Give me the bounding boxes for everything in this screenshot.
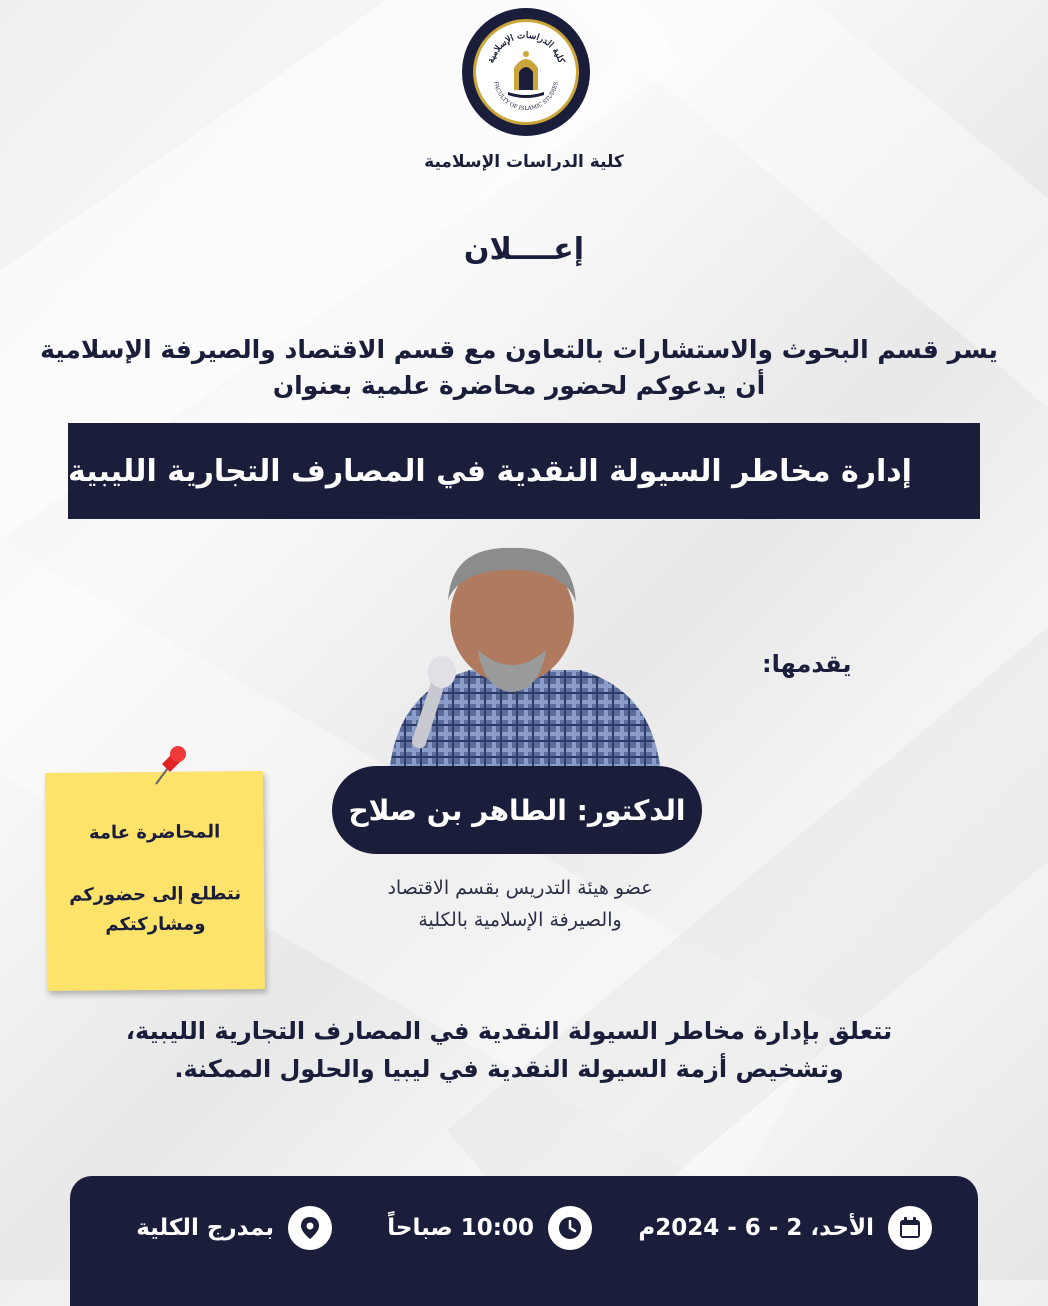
note-line-3: ومشاركتكم <box>105 913 206 936</box>
speaker-name-badge <box>332 766 702 854</box>
event-location-text: بمدرج الكلية <box>136 1215 274 1241</box>
event-date <box>638 1206 932 1250</box>
speaker-role-line-2: والصيرفة الإسلامية بالكلية <box>418 909 622 931</box>
event-time <box>387 1206 592 1250</box>
event-details-footer <box>70 1176 978 1306</box>
faculty-logo <box>462 8 590 136</box>
intro-line-1: يسر قسم البحوث والاستشارات بالتعاون مع قسم الاقتصاد والصيرفة الإسلامية <box>40 335 998 364</box>
clock-icon <box>548 1206 592 1250</box>
sticky-note <box>45 771 265 991</box>
event-location <box>136 1206 332 1250</box>
note-invitation <box>46 879 265 941</box>
presented-by-label: يقدمها: <box>762 650 852 678</box>
intro-text <box>20 332 1018 404</box>
event-time-text: 10:00 صباحاً <box>387 1215 534 1241</box>
description-line-1: تتعلق بإدارة مخاطر السيولة النقدية في المصارف التجارية الليبية، <box>125 1017 893 1045</box>
speaker-name: الدكتور: الطاهر بن صلاح <box>348 793 686 827</box>
note-line-2: نتطلع إلى حضوركم <box>69 883 242 906</box>
lecture-title: إدارة مخاطر السيولة النقدية في المصارف التجارية الليبية <box>68 453 912 489</box>
lecture-description <box>100 1012 918 1088</box>
mosque-emblem-icon <box>478 24 574 120</box>
note-public-lecture: المحاضرة عامة <box>88 821 221 844</box>
description-line-2: وتشخيص أزمة السيولة النقدية في ليبيا والحلول الممكنة. <box>174 1055 844 1083</box>
push-pin-icon <box>148 744 188 792</box>
faculty-name: كلية الدراسات الإسلامية <box>424 152 624 172</box>
speaker-photo <box>380 540 670 766</box>
location-pin-icon <box>288 1206 332 1250</box>
intro-line-2: أن يدعوكم لحضور محاضرة علمية بعنوان <box>272 371 766 400</box>
speaker-role <box>330 872 710 936</box>
lecture-title-banner <box>68 423 980 519</box>
svg-text:FACULTY OF ISLAMIC STUDIES: FACULTY OF ISLAMIC STUDIES <box>492 81 560 113</box>
announcement-heading: إعــــلان <box>463 232 585 267</box>
calendar-icon <box>888 1206 932 1250</box>
speaker-role-line-1: عضو هيئة التدريس بقسم الاقتصاد <box>387 877 653 899</box>
svg-text:كلية الدراسات الإسلامية: كلية الدراسات الإسلامية <box>486 30 566 65</box>
event-date-text: الأحد، 2 - 6 - 2024م <box>638 1215 874 1241</box>
